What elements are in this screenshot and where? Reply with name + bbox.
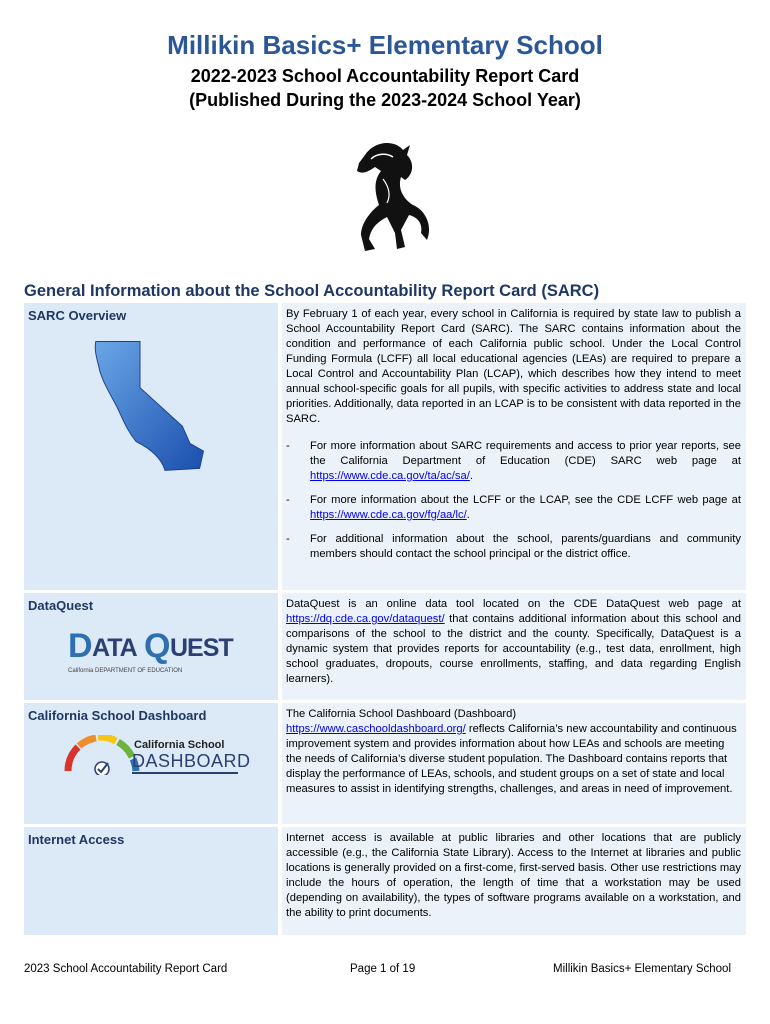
row-label-sarc-overview: SARC Overview: [28, 308, 127, 323]
logo-letter-d: D: [68, 627, 92, 665]
logo-caption: California DEPARTMENT OF EDUCATION: [68, 668, 183, 674]
subtitle-line-2: (Published During the 2023-2024 School Year): [189, 90, 581, 110]
bullet-dash: -: [286, 440, 290, 452]
dashboard-text-after: reflects California’s new accountability and continuous improvement system and provides information about how LEAs and schools are meeting the needs of California’s diverse student population. The Dashboard contains reports that display the performance of LEAs, schools, and student groups on a set of state and local measures to assist in identifying strengths, challenges, and areas in need of improvement.: [286, 723, 737, 795]
bullet-dash: -: [286, 494, 290, 506]
dashboard-gauge-icon: [62, 735, 142, 775]
bullet-lcff-info: [286, 493, 741, 523]
footer-right: Millikin Basics+ Elementary School: [553, 963, 731, 975]
footer-page-number: Page 1 of 19: [350, 963, 416, 975]
row-internet-access: [24, 827, 746, 935]
label-cell: [24, 593, 278, 700]
logo-letter-q: Q: [144, 627, 171, 665]
bullet-dash: -: [286, 533, 290, 545]
period: .: [466, 509, 470, 521]
row-sarc-overview: [24, 303, 746, 590]
bullet-text: For additional information about the school, parents/guardians and community members should contact the school principal or the district office.: [310, 533, 741, 560]
bullet-text: For more information about the LCFF or the LCAP, see the CDE LCFF web page at: [310, 494, 741, 506]
bullet-contact-info: [286, 532, 741, 562]
row-dashboard: [24, 703, 746, 824]
section-heading: General Information about the School Accountability Report Card (SARC): [24, 282, 600, 300]
report-subtitle: [0, 64, 770, 112]
label-cell: [24, 703, 278, 824]
sarc-overview-text: [286, 307, 741, 562]
dashboard-link[interactable]: https://www.caschooldashboard.org/: [286, 723, 466, 735]
dataquest-link[interactable]: https://dq.cde.ca.gov/dataquest/: [286, 613, 445, 625]
bullet-sarc-info: [286, 439, 741, 484]
row-label-dataquest: DataQuest: [28, 598, 94, 613]
dashboard-logo-bottom: DASHBOARD: [132, 751, 238, 774]
dashboard-title-line: The California School Dashboard (Dashboard): [286, 708, 517, 720]
content-cell: [282, 827, 746, 935]
row-label-internet-access: Internet Access: [28, 832, 125, 847]
row-dataquest: [24, 593, 746, 700]
bullet-text: For more information about SARC requirements and access to prior year reports, see the California Department of Education (CDE) SARC web page at: [310, 440, 741, 467]
row-label-dashboard: California School Dashboard: [28, 708, 207, 723]
logo-text-uest: UEST: [170, 634, 233, 662]
lcff-web-link[interactable]: https://www.cde.ca.gov/fg/aa/lc/: [310, 509, 467, 521]
dataquest-text: [286, 597, 741, 687]
dataquest-text-before: DataQuest is an online data tool located on the CDE DataQuest web page at: [286, 598, 741, 610]
footer-left: 2023 School Accountability Report Card: [24, 963, 228, 975]
logo-text-ata: ATA: [92, 634, 137, 662]
label-cell: [24, 827, 278, 935]
dataquest-text-after: that contains additional information about this school and comparisons of the school to the district and the county. Specifically, DataQuest is a dynamic system that provides reports for accountability (e.g., test data, enrollment, high school graduates, dropouts, course enrollments, staffing, and data regarding English learners).: [286, 613, 741, 685]
label-cell: [24, 303, 278, 590]
content-cell: [282, 593, 746, 700]
sarc-overview-paragraph: By February 1 of each year, every school in California is required by state law to publish a School Accountability Report Card (SARC). The SARC contains information about the condition and performance of each California public school. Under the Local Control Funding Formula (LCFF) all local educational agencies (LEAs) are required to prepare a Local Control and Accountability Plan (LCAP), which describes how they intend to meet annual school-specific goals for all pupils, with specific activities to address state and local priorities. Additionally, data reported in an LCAP is to be consistent with data reported in the SARC.: [286, 308, 741, 425]
school-title: Millikin Basics+ Elementary School: [167, 30, 603, 60]
period: .: [469, 470, 473, 482]
subtitle-line-1: 2022-2023 School Accountability Report Card: [190, 66, 580, 86]
dashboard-text: [286, 707, 741, 797]
content-cell: [282, 703, 746, 824]
dashboard-logo-top: California School: [134, 739, 225, 751]
horse-mascot-icon: [335, 135, 435, 255]
sarc-web-link[interactable]: https://www.cde.ca.gov/ta/ac/sa/: [310, 470, 470, 482]
content-cell: [282, 303, 746, 590]
california-map-icon: [90, 335, 215, 475]
dataquest-logo: [68, 627, 238, 677]
internet-access-text: Internet access is available at public libraries and other locations that are publicly accessible (e.g., the California State Library). Access to the Internet at libraries and public locations is generally provided on a first-come, first-served basis. Other use restrictions may include the hours of operation, the length of time that a workstation may be used (depending on availability), the types of software programs available on a workstation, and the ability to print documents.: [286, 832, 741, 919]
